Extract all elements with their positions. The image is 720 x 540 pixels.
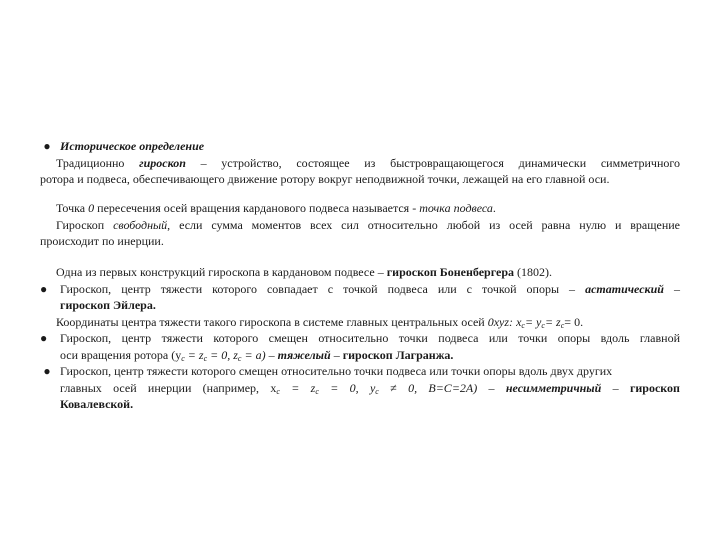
- text: –: [663, 281, 680, 296]
- heading-historical-definition: Историческое определение: [60, 139, 205, 153]
- text: –: [330, 347, 343, 362]
- bullet-icon: ●: [43, 139, 51, 153]
- paragraph-line: [40, 217, 680, 234]
- coord-system: 0xyz:: [487, 314, 514, 329]
- formula: = z: [279, 380, 316, 395]
- bullet-icon: ●: [40, 281, 48, 296]
- text: –: [601, 380, 630, 395]
- section-historical: [40, 138, 680, 188]
- paragraph-line: [40, 380, 680, 397]
- bullet-item-kovalevskaya: [40, 363, 680, 380]
- subscript: c: [375, 386, 379, 396]
- text: Координаты центра тяжести такого гироскопа в системе главных центральных осей: [56, 314, 488, 329]
- formula: = 0.: [564, 314, 584, 329]
- name-bohnenberger: гироскоп Боненбергера: [386, 265, 514, 279]
- formula: = z: [544, 314, 561, 329]
- bullet-heading: [40, 138, 680, 155]
- subscript: c: [541, 320, 545, 330]
- text: Гироскоп, центр тяжести которого совпадает с точкой подвеса или с точкой опоры –: [60, 281, 586, 296]
- text: – устройство, состоящее из быстровращающегося динамически симметричного: [185, 155, 680, 170]
- formula: ≠ 0, B=C=2A) –: [378, 380, 506, 395]
- subscript: c: [181, 353, 185, 363]
- text: .: [492, 201, 496, 215]
- formula: = y: [524, 314, 542, 329]
- formula: x: [513, 314, 522, 329]
- text: пересечения осей вращения карданового подвеса называется -: [94, 201, 420, 215]
- text: Гироскоп, центр тяжести которого смещен относительно точки подвеса или точки опоры вдоль двух других: [60, 364, 613, 378]
- paragraph-line: [40, 314, 680, 331]
- name-gyroscope: гироскоп: [629, 380, 680, 395]
- bullet-item-euler: [40, 281, 680, 298]
- paragraph-line: [40, 200, 680, 217]
- formula: = 0, y: [318, 380, 376, 395]
- bullet-icon: ●: [43, 364, 51, 378]
- formula: = 0, z: [207, 347, 238, 362]
- text: оси вращения ротора (y: [60, 347, 182, 362]
- subscript: c: [315, 386, 319, 396]
- subscript: c: [521, 320, 525, 330]
- paragraph-line: ротора и подвеса, обеспечивающего движение ротору вокруг неподвижной точки, лежащей на его главной оси.: [40, 172, 610, 186]
- subscript: c: [560, 320, 565, 330]
- formula: = a) –: [241, 347, 278, 362]
- term-suspension-point: точка подвеса: [419, 201, 493, 215]
- section-types: [40, 264, 680, 413]
- name-euler: гироскоп Эйлера.: [60, 298, 156, 312]
- term-heavy: тяжелый: [277, 347, 331, 362]
- text: главных осей инерции (например, x: [60, 380, 277, 395]
- term-asymmetric: несимметричный: [505, 380, 602, 395]
- subscript: c: [203, 353, 208, 363]
- section-suspension: [40, 200, 680, 250]
- name-lagrange: гироскоп Лагранжа.: [342, 347, 454, 362]
- name-kovalevskaya: Ковалевской.: [60, 397, 134, 411]
- text: , если сумма моментов всех сил относительно любой из осей равна нулю и вращение: [167, 217, 680, 232]
- subscript: c: [237, 353, 242, 363]
- text: Гироскоп: [56, 217, 114, 232]
- bullet-icon: ●: [40, 331, 48, 345]
- term-gyroscope: гироскоп: [139, 155, 186, 170]
- paragraph-line: происходит по инерции.: [40, 234, 164, 248]
- subscript: c: [276, 386, 280, 396]
- text: Традиционно: [56, 155, 140, 170]
- year: (1802).: [514, 265, 552, 279]
- bullet-item-lagrange: [40, 330, 680, 347]
- paragraph-line: [40, 155, 680, 172]
- text: Точка: [56, 201, 89, 215]
- paragraph-line: [40, 264, 680, 281]
- term-astatic: астатический: [585, 281, 664, 296]
- text: Гироскоп, центр тяжести которого смещен относительно точки подвеса или точки опоры вдоль главной: [60, 331, 680, 345]
- text: Одна из первых конструкций гироскопа в кардановом подвесе –: [56, 265, 387, 279]
- point-label: 0: [88, 201, 95, 215]
- paragraph-line: [40, 347, 680, 364]
- term-free: свободный: [113, 217, 168, 232]
- formula: = z: [184, 347, 204, 362]
